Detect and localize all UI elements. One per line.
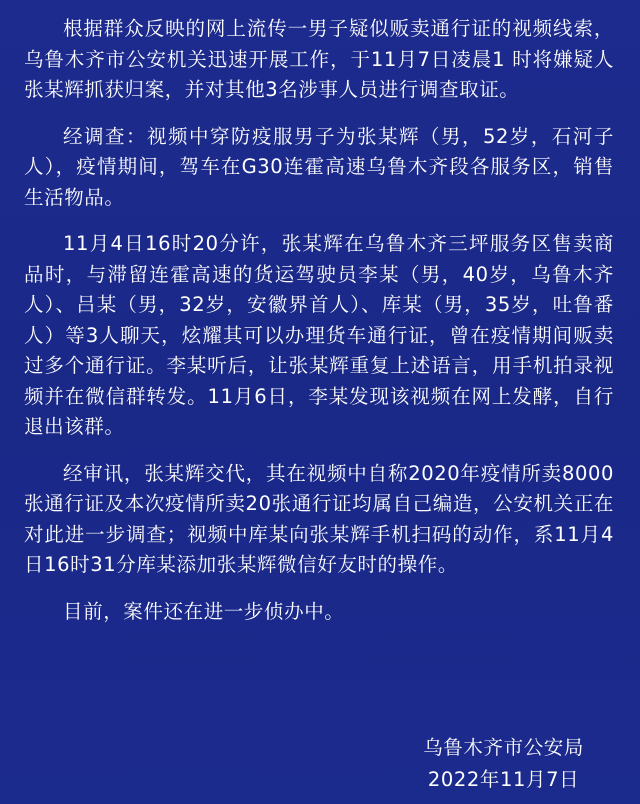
paragraph-investigation: 经调查：视频中穿防疫服男子为张某辉（男，52岁，石河子人），疫情期间，驾车在G30连霍高速乌鲁木齐段各服务区，销售生活物品。 bbox=[24, 124, 614, 209]
signature-block bbox=[423, 732, 584, 796]
paragraph-status: 目前，案件还在进一步侦办中。 bbox=[63, 599, 345, 623]
issue-date: 2022年11月7日 bbox=[427, 768, 580, 791]
paragraph-arrest: 根据群众反映的网上流传一男子疑似贩卖通行证的视频线索，乌鲁木齐市公安机关迅速开展工作，于11月7日凌晨1 时将嫌疑人张某辉抓获归案，并对其他3名涉事人员进行调查取证。 bbox=[24, 17, 614, 101]
paragraph-incident-details: 11月4日16时20分许，张某辉在乌鲁木齐三坪服务区售卖商品时，与滞留连霍高速的货运驾驶员李某（男，40岁，乌鲁木齐人）、吕某（男，32岁，安徽界首人）、库某（男，35岁，吐鲁番人）等3人聊天，炫耀其可以办理货车通行证，曾在疫情期间贩卖过多个通行证。李某听后，让张某辉重复上述语言，用手机拍录视频并在微信群转发。11月6日，李某发现该视频在网上发酵，自行退出该群。 bbox=[24, 232, 614, 438]
issuer-name: 乌鲁木齐市公安局 bbox=[423, 736, 584, 759]
paragraph-interrogation: 经审讯，张某辉交代，其在视频中自称2020年疫情所卖8000张通行证及本次疫情所卖20张通行证均属自己编造，公安机关正在对此进一步调查；视频中库某向张某辉手机扫码的动作，系11月4日16时31分库某添加张某辉微信好友时的操作。 bbox=[24, 461, 614, 576]
